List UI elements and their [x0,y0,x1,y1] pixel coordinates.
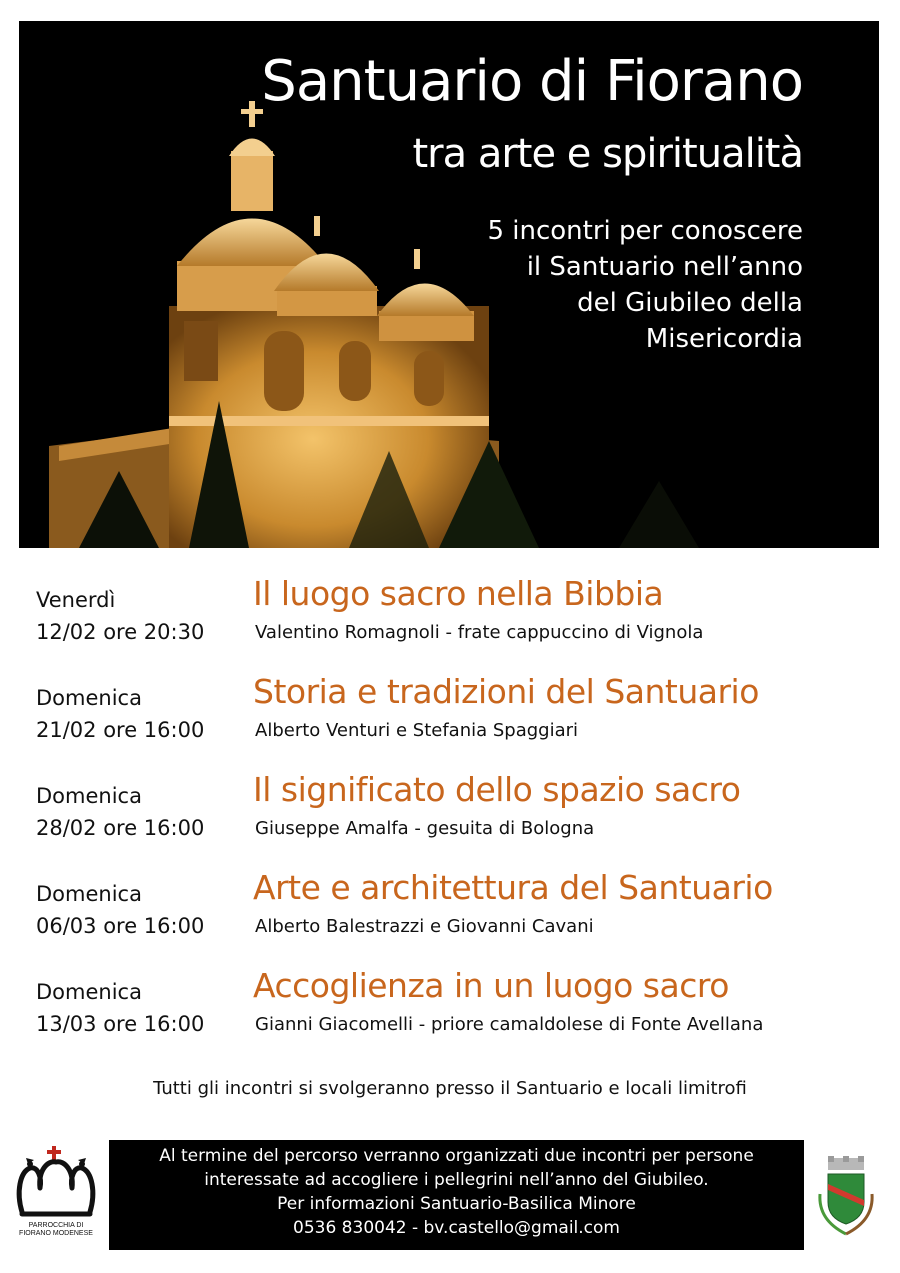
event-title: Arte e architettura del Santuario [253,868,773,907]
hero-banner [19,21,879,548]
event-speaker: Gianni Giacomelli - priore camaldolese di Fonte Avellana [255,1014,764,1035]
event-list [0,570,900,1060]
event-speaker: Alberto Balestrazzi e Giovanni Cavani [255,916,594,937]
intro-line: il Santuario nell’anno [526,252,803,282]
event-datetime: 13/03 ore 16:00 [36,1012,205,1036]
parish-logo [14,1142,98,1242]
event-item [0,962,900,1060]
parish-name: PARROCCHIA DI FIORANO MODENESE [19,1222,93,1237]
event-day: Venerdì [36,588,116,612]
event-datetime: 28/02 ore 16:00 [36,816,205,840]
event-title: Accoglienza in un luogo sacro [253,966,729,1005]
event-datetime: 12/02 ore 20:30 [36,620,205,644]
event-speaker: Giuseppe Amalfa - gesuita di Bologna [255,818,595,839]
event-item [0,570,900,668]
event-item [0,766,900,864]
event-title: Il luogo sacro nella Bibbia [253,574,664,613]
event-speaker: Alberto Venturi e Stefania Spaggiari [255,720,579,741]
event-day: Domenica [36,980,142,1004]
poster-subtitle: tra arte e spiritualità [412,131,803,177]
intro-line: del Giubileo della [577,288,803,318]
event-item [0,864,900,962]
event-day: Domenica [36,784,142,808]
info-line: Per informazioni Santuario-Basilica Minore [277,1194,636,1214]
coat-of-arms-icon [814,1154,878,1238]
event-title: Storia e tradizioni del Santuario [253,672,759,711]
venue-note: Tutti gli incontri si svolgeranno presso il Santuario e locali limitrofi [153,1078,747,1099]
contact-line: 0536 830042 - bv.castello@gmail.com [293,1218,620,1238]
event-day: Domenica [36,686,142,710]
crown-logo-icon [14,1142,98,1222]
info-line: interessate ad accogliere i pellegrini nell’anno del Giubileo. [204,1170,709,1190]
event-datetime: 21/02 ore 16:00 [36,718,205,742]
event-title: Il significato dello spazio sacro [253,770,741,809]
event-item [0,668,900,766]
info-box [109,1140,804,1250]
event-speaker: Valentino Romagnoli - frate cappuccino di Vignola [255,622,704,643]
info-line: Al termine del percorso verranno organizzati due incontri per persone [159,1146,754,1166]
intro-text [363,213,803,357]
intro-line: Misericordia [645,324,803,354]
intro-line: 5 incontri per conoscere [487,216,803,246]
event-datetime: 06/03 ore 16:00 [36,914,205,938]
event-day: Domenica [36,882,142,906]
poster-title: Santuario di Fiorano [261,49,803,114]
